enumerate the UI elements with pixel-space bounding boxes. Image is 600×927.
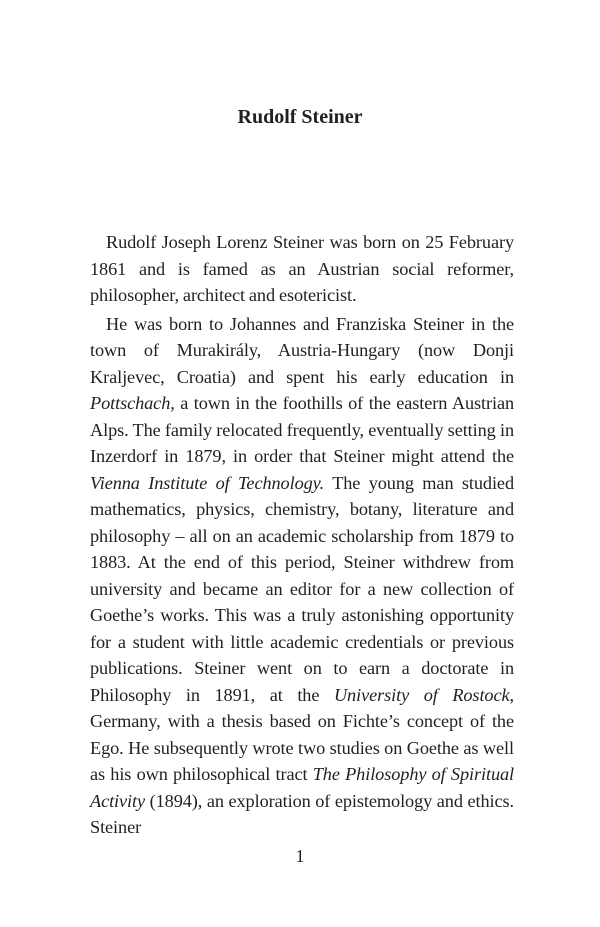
- text-segment: He was born to Johannes and Franziska Steiner in the town of Murakirály, Austria-Hungary (now Donji Kraljevec, Croatia) and spent his early education in: [90, 313, 514, 387]
- text-segment: , a town in the foothills of the eastern Austrian Alps. The family relocated frequently, eventually setting in Inzerdorf in 1879, in order that Steiner might attend the: [90, 393, 514, 466]
- italic-institution-name: University of Rostock: [333, 684, 510, 705]
- italic-institution-name: Vienna Institute of Technology.: [90, 472, 325, 493]
- italic-place-name: Pottschach: [90, 393, 171, 413]
- body-text: [90, 229, 514, 841]
- italic-book-title: The Philosophy of Spiritual Activity: [90, 764, 515, 811]
- chapter-title: Rudolf Steiner: [237, 106, 363, 128]
- text-segment: (1894), an exploration of epistemology and ethics. Steiner: [90, 790, 514, 837]
- paragraph: [90, 311, 514, 841]
- text-segment: , Germany, with a thesis based on Fichte’s concept of the Ego. He subsequently wrote two studies on Goethe as well as his own philosophical tract: [90, 684, 514, 784]
- text-segment: Rudolf Joseph Lorenz Steiner was born on 25 February 1861 and is famed as an Austrian social reformer, philosopher, architect and esotericist.: [90, 232, 514, 305]
- page-number: 1: [295, 846, 305, 866]
- paragraph: [90, 229, 514, 309]
- text-segment: The young man studied mathematics, physics, chemistry, botany, literature and philosophy – all on an academic scholarship from 1879 to 1883. At the end of this period, Steiner withdrew from university and became an editor for a new collection of Goethe’s works. This was a truly astonishing opportunity for a student with little academic credentials or previous publications. Steiner went on to earn a doctorate in Philosophy in 1891, at the: [90, 472, 514, 705]
